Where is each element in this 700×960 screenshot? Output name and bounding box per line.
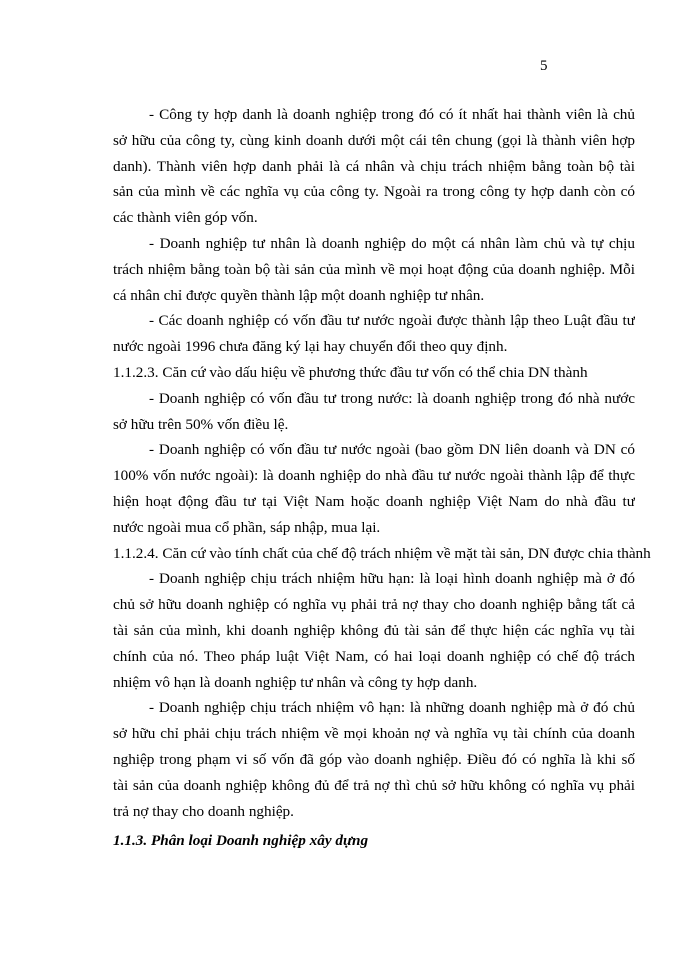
text-line: tài sản của mình, khi doanh nghiệp không đủ tài sản để thực hiện các nghĩa vụ tài: [113, 621, 635, 639]
text-line: sở hữu trên 50% vốn điều lệ.: [113, 415, 289, 433]
text-line: - Doanh nghiệp chịu trách nhiệm hữu hạn: là loại hình doanh nghiệp mà ở đó: [149, 570, 635, 588]
text-line: sản của mình về các nghĩa vụ của công ty. Ngoài ra trong công ty hợp danh còn có: [113, 183, 635, 201]
text-line: chủ sở hữu doanh nghiệp có nghĩa vụ phải trả nợ thay cho doanh nghiệp bằng tất cả: [113, 596, 635, 614]
document-body: [113, 102, 651, 854]
text-line: chính của nó. Theo pháp luật Việt Nam, có hai loại doanh nghiệp có chế độ trách: [113, 647, 635, 665]
text-line: - Các doanh nghiệp có vốn đầu tư nước ngoài được thành lập theo Luật đầu tư: [149, 312, 635, 330]
text-line: nghiệp trong phạm vi số vốn đã góp vào doanh nghiệp. Điều đó có nghĩa là khi số: [113, 750, 635, 768]
text-line: các thành viên góp vốn.: [113, 209, 258, 227]
text-line: - Doanh nghiệp có vốn đầu tư nước ngoài (bao gồm DN liên doanh và DN có: [149, 441, 635, 459]
text-line: danh). Thành viên hợp danh phải là cá nhân và chịu trách nhiệm bằng toàn bộ tài: [113, 157, 635, 175]
text-line: cá nhân chỉ được quyền thành lập một doanh nghiệp tư nhân.: [113, 286, 485, 304]
text-line: trả nợ thay cho doanh nghiệp.: [113, 802, 294, 820]
page-number: 5: [540, 58, 548, 74]
text-line: - Công ty hợp danh là doanh nghiệp trong đó có ít nhất hai thành viên là chủ: [149, 106, 635, 123]
text-line: 1.1.2.3. Căn cứ vào dấu hiệu về phương thức đầu tư vốn có thể chia DN thành: [113, 363, 588, 381]
text-line: nhiệm vô hạn là doanh nghiệp tư nhân và công ty hợp danh.: [113, 673, 478, 691]
text-line: nước ngoài 1996 chưa đăng ký lại hay chuyển đổi theo quy định.: [113, 338, 508, 356]
text-line: nước ngoài mua cổ phần, sáp nhập, mua lại.: [113, 518, 381, 536]
text-line: sở hữu chỉ phải chịu trách nhiệm về mọi khoản nợ và nghĩa vụ tài chính của doanh: [113, 725, 635, 743]
text-line: trách nhiệm bằng toàn bộ tài sản của mình về mọi hoạt động của doanh nghiệp. Mỗi: [113, 260, 635, 278]
text-line: 100% vốn nước ngoài): là doanh nghiệp do nhà đầu tư nước ngoài thành lập để thực: [113, 467, 635, 485]
text-line: tài sản của doanh nghiệp không đủ để trả nợ thì chủ sở hữu không có nghĩa vụ phải: [113, 776, 635, 794]
text-line: sở hữu của công ty, cùng kinh doanh dưới một cái tên chung (gọi là thành viên hợp: [113, 131, 635, 149]
text-line: - Doanh nghiệp tư nhân là doanh nghiệp do một cá nhân làm chủ và tự chịu: [149, 234, 635, 252]
paragraph-lines: [113, 102, 651, 824]
text-line: 1.1.2.4. Căn cứ vào tính chất của chế độ trách nhiệm về mặt tài sản, DN được chia thành: [113, 544, 651, 562]
text-line: hiện hoạt động đầu tư tại Việt Nam hoặc doanh nghiệp Việt Nam do nhà đầu tư: [113, 492, 635, 510]
section-heading: 1.1.3. Phân loại Doanh nghiệp xây dựng: [113, 832, 369, 850]
text-line: - Doanh nghiệp có vốn đầu tư trong nước: là doanh nghiệp trong đó nhà nước: [149, 389, 635, 407]
text-line: - Doanh nghiệp chịu trách nhiệm vô hạn: là những doanh nghiệp mà ở đó chủ: [149, 699, 635, 717]
